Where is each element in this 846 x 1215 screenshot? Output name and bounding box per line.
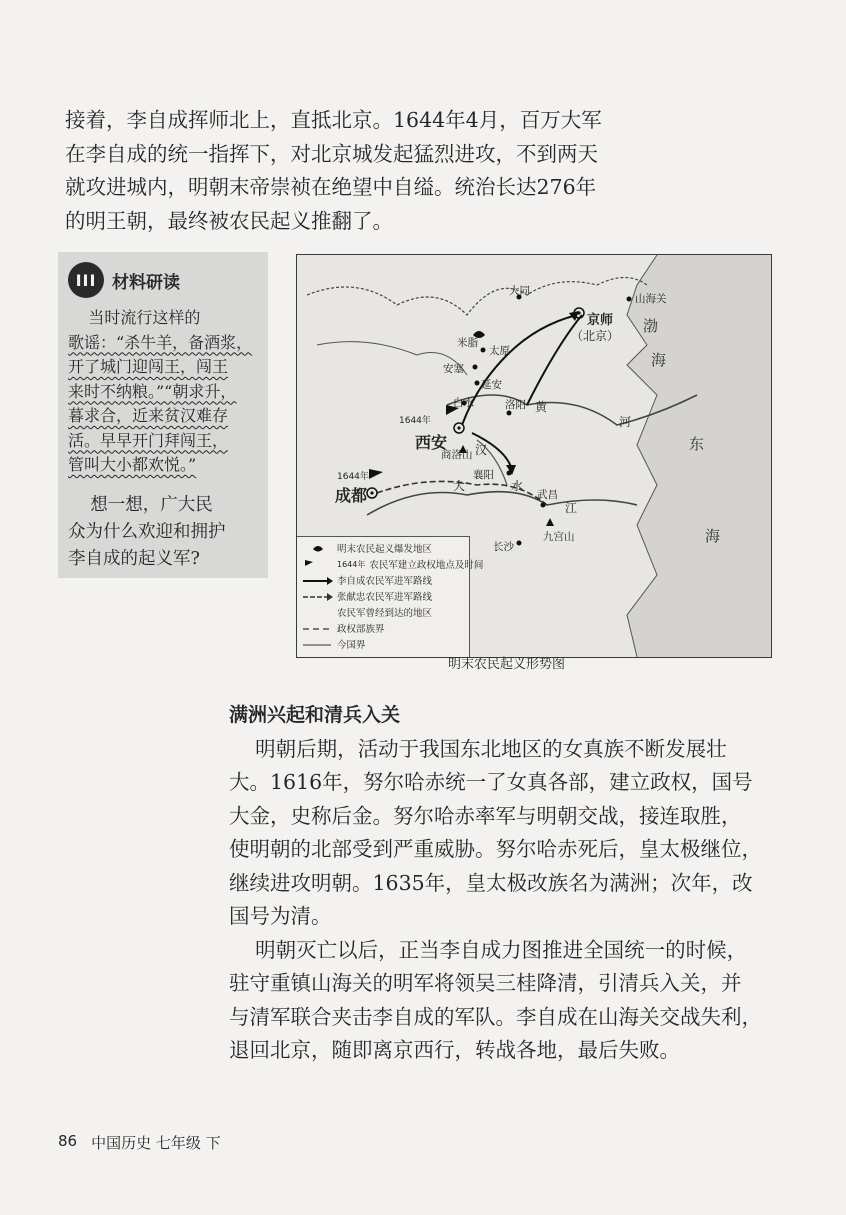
map-label-changsha: 长沙: [493, 541, 514, 553]
beijing-marker-dot: [577, 311, 580, 314]
map-legend: [297, 536, 484, 657]
legend-year: 1644年: [337, 559, 366, 569]
legend-item: [303, 557, 483, 571]
map-label-shangluoshan: 商洛山: [441, 449, 473, 461]
map-label-xian-year: 1644年: [399, 416, 431, 426]
intro-line-4: 的明王朝，最终被农民起义推翻了。: [65, 209, 393, 233]
para1-line-5: 继续进攻明朝。1635年，皇太极改族名为满洲；次年，改: [229, 871, 753, 895]
map-label-shui: 水: [511, 479, 524, 493]
para1-line-4: 使明朝的北部受到严重威胁。努尔哈赤死后，皇太极继位，: [229, 837, 762, 861]
page-number: 86: [58, 1132, 78, 1150]
map-label-shanhaiguan: 山海关: [635, 293, 667, 305]
legend-label: 今国界: [337, 640, 366, 651]
legend-label: 农民军建立政权地点及时间: [369, 560, 484, 571]
ansai-dot: [473, 365, 478, 370]
intro-line-3: 就攻进城内，明朝末帝崇祯在绝望中自缢。统治长达276年: [65, 175, 597, 199]
legend-label: 政权部族界: [337, 624, 385, 635]
quote-line: 开了城门迎闯王，闯王: [68, 357, 229, 376]
map-label-bo: 渤: [643, 317, 659, 335]
para2-line-4: 退回北京，随即离京西行，转战各地，最后失败。: [229, 1038, 680, 1062]
map-label-han: 汉: [475, 443, 488, 457]
quote-line: 当时流行这样的: [68, 308, 201, 327]
taiyuan-dot: [481, 348, 486, 353]
yanan-dot: [475, 381, 480, 386]
map-label-taiyuan: 太原: [489, 345, 510, 357]
jiugongshan-icon: [546, 518, 554, 526]
para2-line-2: 驻守重镇山海关的明军将领吴三桂降清，引清兵入关，并: [229, 971, 742, 995]
map-label-datong: 大同: [509, 285, 530, 297]
map-label-mizhi: 米脂: [457, 337, 478, 349]
quote-line: 管叫大小都欢悦。”: [68, 455, 197, 474]
legend-item: [303, 573, 432, 587]
legend-label: 农民军曾经到达的地区: [337, 608, 433, 619]
yangtze-river: [367, 492, 637, 515]
map-label-baishui: 白水: [453, 397, 474, 409]
xiangyang-dot: [507, 471, 512, 476]
changsha-dot: [517, 541, 522, 546]
para1-line-6: 国号为清。: [229, 904, 332, 928]
legend-item: [303, 589, 432, 603]
quote-line: 歌谣：“杀牛羊，备酒浆，: [68, 332, 253, 352]
map-label-beijing: （北京）: [571, 329, 620, 343]
regime-border-icon: [303, 624, 333, 632]
quote-line: 暮求合，近来贫汉难存: [68, 406, 229, 425]
map-label-wuchang: 武昌: [537, 489, 558, 501]
para1-line-3: 大金，史称后金。努尔哈赤率军与明朝交战，接连取胜，: [229, 804, 742, 828]
quote-line: 活。早早开门拜闯王，: [68, 430, 229, 450]
map-label-jingshi: 京师: [587, 313, 614, 328]
legend-item: [303, 621, 385, 635]
quote-line: 来时不纳粮。”“朝求升，: [68, 381, 237, 401]
section-iii-icon: III: [68, 262, 104, 298]
chengdu-flag-icon: [369, 469, 383, 487]
ballad-quote: [68, 306, 252, 478]
lizicheng-route-icon: [303, 576, 333, 584]
question-line: 想一想，广大民: [68, 495, 213, 515]
map-label-huang: 黄: [535, 400, 548, 414]
map-label-chengdu-year: 1644年: [337, 472, 369, 482]
reached-area-icon: [303, 608, 333, 616]
map-label-da: 大: [453, 479, 466, 493]
question-line: 众为什么欢迎和拥护: [68, 522, 226, 542]
intro-line-1: 接着，李自成挥师北上，直抵北京。1644年4月，百万大军: [65, 108, 602, 132]
map-label-dong: 东: [689, 435, 705, 453]
material-reading-title: 材料研读: [112, 272, 180, 293]
para2-line-3: 与清军联合夹击李自成的军队。李自成在山海关交战失利，: [229, 1005, 762, 1029]
legend-item: [303, 637, 366, 651]
question-line: 李自成的起义军?: [68, 549, 200, 569]
para1-line-1: 明朝后期，活动于我国东北地区的女真族不断发展壮: [229, 737, 727, 761]
map-label-ansai: 安塞: [443, 363, 464, 375]
page-footer: [58, 1132, 221, 1153]
map-label-donghai-hai: 海: [705, 527, 721, 545]
flag-icon: [303, 560, 333, 568]
map-label-jiang: 江: [565, 501, 578, 515]
chengdu-marker-dot: [370, 491, 373, 494]
section-title: 满洲兴起和清兵入关: [229, 704, 401, 726]
legend-item: [303, 605, 432, 619]
zhangxianzhong-route-icon: [303, 592, 333, 600]
map-label-chengdu: 成都: [335, 486, 368, 505]
legend-item: [303, 541, 432, 555]
map-label-bo-hai: 海: [651, 351, 667, 369]
map-label-he: 河: [619, 415, 632, 429]
intro-line-2: 在李自成的统一指挥下，对北京城发起猛烈进攻，不到两天: [65, 142, 598, 166]
material-reading-header: [68, 262, 180, 298]
map-label-luoyang: 洛阳: [505, 399, 526, 411]
map-label-yanan: 延安: [481, 379, 502, 391]
wuchang-dot: [541, 503, 546, 508]
map-label-xiangyang: 襄阳: [473, 469, 494, 481]
legend-label: 明末农民起义爆发地区: [337, 544, 433, 555]
national-border-icon: [303, 640, 333, 648]
uprising-origin-icon: [303, 544, 333, 552]
map-caption: 明末农民起义形势图: [448, 657, 566, 672]
shanhaiguan-dot: [627, 297, 632, 302]
para1-line-2: 大。1616年，努尔哈赤统一了女真各部，建立政权，国号: [229, 770, 753, 794]
xian-marker-dot: [457, 426, 460, 429]
material-reading-box: [58, 252, 268, 578]
legend-label: 张献忠农民军进军路线: [337, 592, 433, 603]
legend-label: 李自成农民军进军路线: [337, 576, 433, 587]
peasant-uprising-map: [296, 254, 772, 658]
map-label-xian: 西安: [415, 433, 448, 452]
book-title: 中国历史 七年级 下: [91, 1134, 221, 1152]
para2-line-1: 明朝灭亡以后，正当李自成力图推进全国统一的时候，: [229, 938, 748, 962]
map-label-jiugongshan: 九宫山: [543, 531, 575, 543]
think-question: [68, 492, 226, 573]
